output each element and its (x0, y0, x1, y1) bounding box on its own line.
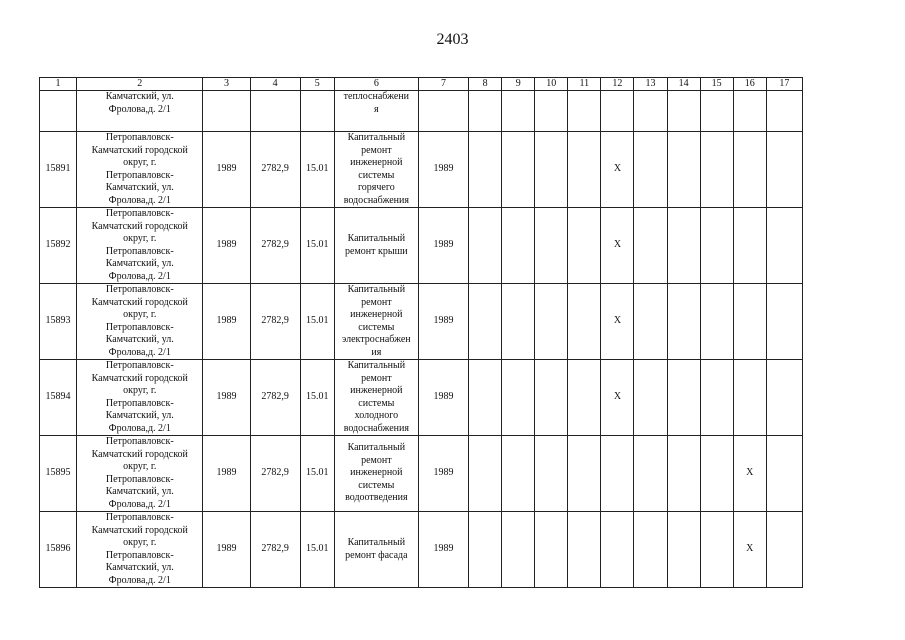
mark-cell: X (601, 284, 634, 360)
table-cell (700, 512, 733, 588)
code-cell: 15.01 (300, 436, 334, 512)
column-header: 2 (77, 78, 203, 91)
table-cell (502, 512, 535, 588)
year-built-cell: 1989 (203, 360, 250, 436)
record-id-cell: 15895 (40, 436, 77, 512)
planned-year-cell: 1989 (418, 132, 468, 208)
table-row (40, 512, 803, 588)
code-cell: 15.01 (300, 208, 334, 284)
table-cell (700, 91, 733, 132)
work-type-cell: Капитальный ремонт инженерной системы горячего водоснабжения (334, 132, 418, 208)
table-cell (733, 91, 766, 132)
record-id-cell: 15896 (40, 512, 77, 588)
table-cell (469, 512, 502, 588)
planned-year-cell: 1989 (418, 512, 468, 588)
table-cell (502, 284, 535, 360)
column-header: 3 (203, 78, 250, 91)
work-type-cell: теплоснабжени я (334, 91, 418, 132)
mark-cell: X (733, 512, 766, 588)
table-cell (766, 284, 802, 360)
work-type-cell: Капитальный ремонт инженерной системы водоотведения (334, 436, 418, 512)
repair-schedule-table (39, 77, 803, 588)
column-header: 15 (700, 78, 733, 91)
work-type-cell: Капитальный ремонт инженерной системы холодного водоснабжения (334, 360, 418, 436)
table-cell (667, 512, 700, 588)
table-cell (40, 91, 77, 132)
table-cell (667, 132, 700, 208)
area-cell: 2782,9 (250, 284, 300, 360)
mark-cell (601, 512, 634, 588)
table-cell (300, 91, 334, 132)
column-number-row (40, 78, 803, 91)
table-cell (667, 284, 700, 360)
mark-cell (733, 284, 766, 360)
table-cell (667, 208, 700, 284)
column-header: 13 (634, 78, 667, 91)
year-built-cell: 1989 (203, 436, 250, 512)
column-header: 5 (300, 78, 334, 91)
area-cell: 2782,9 (250, 512, 300, 588)
table-cell (535, 284, 568, 360)
area-cell: 2782,9 (250, 360, 300, 436)
table-cell (568, 360, 601, 436)
column-header: 16 (733, 78, 766, 91)
area-cell: 2782,9 (250, 132, 300, 208)
table-row (40, 132, 803, 208)
table-row (40, 284, 803, 360)
table-cell (535, 132, 568, 208)
table-cell (568, 132, 601, 208)
table-cell (700, 208, 733, 284)
address-cell: Камчатский, ул. Фролова,д. 2/1 (77, 91, 203, 132)
table-cell (667, 360, 700, 436)
area-cell: 2782,9 (250, 208, 300, 284)
planned-year-cell: 1989 (418, 436, 468, 512)
year-built-cell: 1989 (203, 512, 250, 588)
address-cell: Петропавловск- Камчатский городской округ, г. Петропавловск- Камчатский, ул. Фролова,д. 2/1 (77, 284, 203, 360)
table-cell (634, 132, 667, 208)
table-cell (502, 436, 535, 512)
table-cell (502, 132, 535, 208)
column-header: 8 (469, 78, 502, 91)
address-cell: Петропавловск- Камчатский городской округ, г. Петропавловск- Камчатский, ул. Фролова,д. 2/1 (77, 512, 203, 588)
table-cell (700, 360, 733, 436)
table-cell (469, 360, 502, 436)
work-type-cell: Капитальный ремонт фасада (334, 512, 418, 588)
table-cell (535, 436, 568, 512)
mark-cell (733, 360, 766, 436)
table-cell (203, 91, 250, 132)
code-cell: 15.01 (300, 132, 334, 208)
mark-cell (733, 132, 766, 208)
address-cell: Петропавловск- Камчатский городской округ, г. Петропавловск- Камчатский, ул. Фролова,д. 2/1 (77, 208, 203, 284)
table-cell (634, 360, 667, 436)
table-cell (634, 512, 667, 588)
table-row (40, 360, 803, 436)
column-header: 7 (418, 78, 468, 91)
continuation-row (40, 91, 803, 132)
mark-cell: X (601, 360, 634, 436)
table-cell (535, 512, 568, 588)
record-id-cell: 15894 (40, 360, 77, 436)
column-header: 10 (535, 78, 568, 91)
table-cell (568, 512, 601, 588)
year-built-cell: 1989 (203, 284, 250, 360)
table-cell (634, 208, 667, 284)
mark-cell: X (601, 132, 634, 208)
code-cell: 15.01 (300, 284, 334, 360)
column-header: 14 (667, 78, 700, 91)
table-cell (766, 360, 802, 436)
mark-cell: X (733, 436, 766, 512)
column-header: 1 (40, 78, 77, 91)
table-cell (469, 132, 502, 208)
table-cell (502, 360, 535, 436)
address-cell: Петропавловск- Камчатский городской округ, г. Петропавловск- Камчатский, ул. Фролова,д. 2/1 (77, 360, 203, 436)
table-cell (766, 91, 802, 132)
table-cell (502, 91, 535, 132)
table-cell (568, 284, 601, 360)
table-cell (667, 436, 700, 512)
work-type-cell: Капитальный ремонт крыши (334, 208, 418, 284)
record-id-cell: 15893 (40, 284, 77, 360)
mark-cell (733, 208, 766, 284)
table-cell (700, 132, 733, 208)
mark-cell (601, 436, 634, 512)
record-id-cell: 15892 (40, 208, 77, 284)
table-cell (250, 91, 300, 132)
column-header: 6 (334, 78, 418, 91)
year-built-cell: 1989 (203, 132, 250, 208)
table-cell (418, 91, 468, 132)
table-cell (535, 208, 568, 284)
planned-year-cell: 1989 (418, 284, 468, 360)
column-header: 12 (601, 78, 634, 91)
area-cell: 2782,9 (250, 436, 300, 512)
table-cell (469, 208, 502, 284)
table-cell (568, 436, 601, 512)
table-cell (700, 436, 733, 512)
page-number: 2403 (436, 31, 469, 48)
table-cell (634, 91, 667, 132)
table-cell (469, 284, 502, 360)
table-cell (601, 91, 634, 132)
column-header: 11 (568, 78, 601, 91)
table-cell (535, 91, 568, 132)
table-cell (766, 512, 802, 588)
address-cell: Петропавловск- Камчатский городской округ, г. Петропавловск- Камчатский, ул. Фролова,д. 2/1 (77, 436, 203, 512)
address-cell: Петропавловск- Камчатский городской округ, г. Петропавловск- Камчатский, ул. Фролова,д. 2/1 (77, 132, 203, 208)
table-cell (634, 436, 667, 512)
column-header: 4 (250, 78, 300, 91)
planned-year-cell: 1989 (418, 208, 468, 284)
record-id-cell: 15891 (40, 132, 77, 208)
table-row (40, 436, 803, 512)
table-cell (766, 132, 802, 208)
mark-cell: X (601, 208, 634, 284)
table-row (40, 208, 803, 284)
table-cell (568, 91, 601, 132)
year-built-cell: 1989 (203, 208, 250, 284)
table-cell (700, 284, 733, 360)
table-cell (667, 91, 700, 132)
table-cell (535, 360, 568, 436)
table-cell (502, 208, 535, 284)
table-cell (634, 284, 667, 360)
column-header: 17 (766, 78, 802, 91)
planned-year-cell: 1989 (418, 360, 468, 436)
code-cell: 15.01 (300, 512, 334, 588)
table-cell (568, 208, 601, 284)
table-cell (766, 436, 802, 512)
table-cell (766, 208, 802, 284)
table-cell (469, 91, 502, 132)
column-header: 9 (502, 78, 535, 91)
code-cell: 15.01 (300, 360, 334, 436)
work-type-cell: Капитальный ремонт инженерной системы электроснабжен ия (334, 284, 418, 360)
table-cell (469, 436, 502, 512)
